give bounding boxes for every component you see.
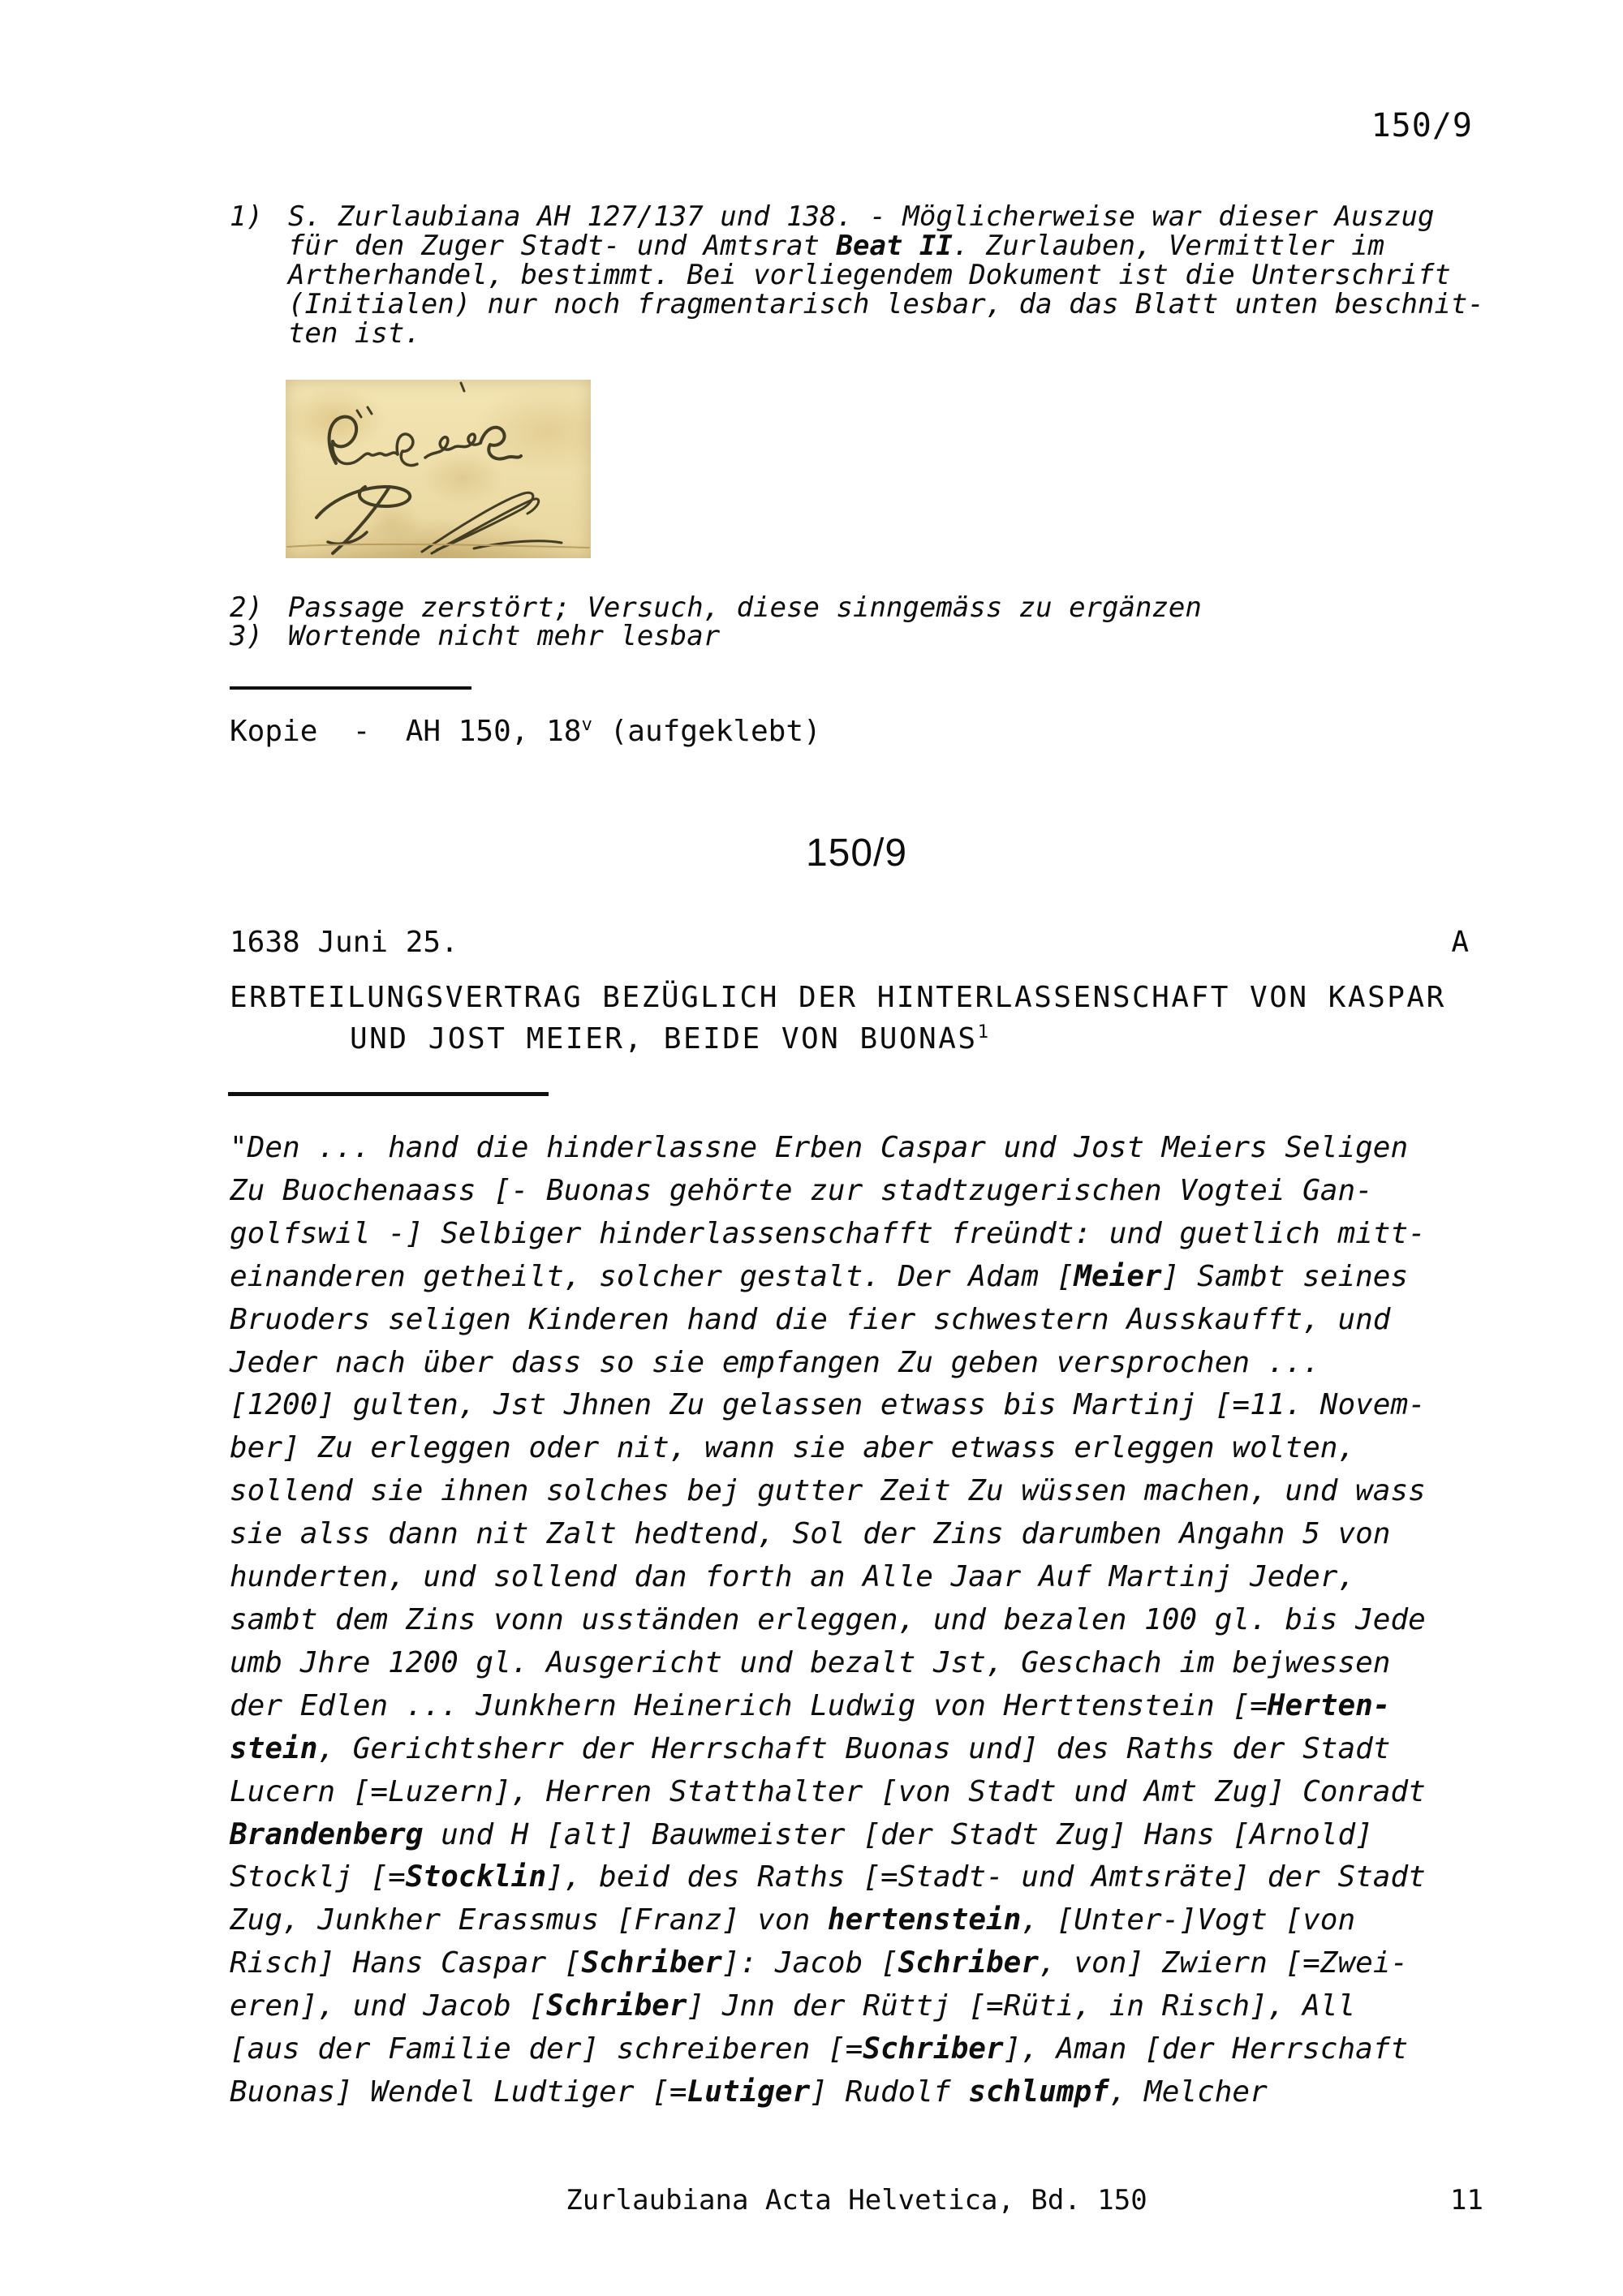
page-footer: [230, 2184, 1483, 2216]
text-line: [230, 1470, 1528, 1513]
text: golfswil -] Selbiger hinderlassenschafft freündt: und guetlich mitt-: [230, 1216, 1426, 1250]
signature-flourish: [316, 487, 410, 518]
text-line: [230, 1170, 1528, 1213]
text: ] Rudolf: [810, 2075, 969, 2109]
text: Artherhandel, bestimmt. Bei vorliegendem Dokument ist die Unterschrift: [288, 259, 1451, 291]
bold-text: stein: [230, 1731, 318, 1765]
signature-stroke: [397, 434, 417, 466]
text-line: [230, 1599, 1528, 1642]
text-line: [288, 260, 1544, 290]
text: sollend sie ihnen solches bej gutter Zeit Zu wüssen machen, und wass: [230, 1474, 1426, 1508]
text: ERBTEILUNGSVERTRAG BEZÜGLICH DER HINTERLASSENSCHAFT VON KASPAR: [230, 981, 1446, 1014]
footer-page-number: 11: [1450, 2184, 1483, 2216]
bold-text: Schriber: [898, 1946, 1040, 1980]
text: ber] Zu erleggen oder nit, wann sie aber etwass erleggen wolten,: [230, 1431, 1356, 1465]
text: und H [alt] Bauwmeister [der Stadt Zug] Hans [Arnold]: [423, 1817, 1373, 1851]
text: , von] Zwiern [=Zwei-: [1039, 1946, 1409, 1980]
text: ], beid des Raths [=Stadt- und Amtsräte] der Stadt: [546, 1860, 1426, 1894]
entry-title-line-2: [230, 1015, 1544, 1056]
signature-ink-drawing: [286, 380, 591, 558]
text: , Melcher: [1109, 2075, 1268, 2109]
text-line: [230, 1299, 1528, 1342]
footnote-3-row: [230, 622, 1544, 651]
divider-rule-footnotes: [230, 686, 471, 690]
text-line: [288, 290, 1544, 319]
text: (Initialen) nur noch fragmentarisch lesbar, da das Blatt unten beschnit-: [288, 288, 1484, 320]
entry-date: 1638 Juni 25.: [230, 926, 458, 959]
footnote-1-marker: 1): [230, 200, 263, 233]
signature-umlaut-dots: [357, 407, 372, 417]
text: , [Unter-]Vogt [von: [1021, 1903, 1356, 1937]
text-line: [230, 1642, 1528, 1685]
text-line: [230, 2071, 1528, 2114]
bold-text: Schriber: [863, 2032, 1004, 2066]
footer-series-title: Zurlaubiana Acta Helvetica, Bd. 150: [566, 2184, 1147, 2216]
text-line: [288, 231, 1544, 260]
bold-text: Meier: [1074, 1259, 1162, 1293]
text: sambt dem Zins vonn usständen erleggen, und bezalen 100 gl. bis Jede: [230, 1602, 1426, 1636]
text-line: [230, 1513, 1528, 1556]
text: Risch] Hans Caspar [: [230, 1946, 582, 1980]
text: Zu Buochenaass [- Buonas gehörte zur stadtzugerischen Vogtei Gan-: [230, 1173, 1373, 1207]
text: . Zurlauben, Vermittler im: [952, 230, 1385, 262]
text: "Den ... hand die hinderlassne Erben Caspar und Jost Meiers Seligen: [230, 1131, 1409, 1164]
text: , Gerichtsherr der Herrschaft Buonas und] des Raths der Stadt: [317, 1731, 1391, 1765]
text: eren], und Jacob [: [230, 1989, 547, 2023]
bold-text: Schriber: [581, 1946, 722, 1980]
signature-stroke: [480, 428, 521, 459]
document-transcription-text: [230, 1127, 1528, 2114]
text: hunderten, und sollend dan forth an Alle Jaar Auf Martinj Jeder,: [230, 1560, 1356, 1594]
text: Buonas] Wendel Ludtiger [=: [230, 2075, 687, 2109]
text: 1: [977, 1021, 991, 1043]
bold-text: Beat II: [836, 230, 953, 262]
text: Passage zerstört; Versuch, diese sinngemäss zu ergänzen: [288, 591, 1202, 624]
text-line: [230, 1728, 1528, 1771]
text-line: [230, 1685, 1528, 1728]
signature-stroke: [333, 441, 398, 464]
text: [aus der Familie der] schreiberen [=: [230, 2032, 863, 2066]
text: ] Jnn der Rüttj [=Rüti, in Risch], All: [687, 1989, 1356, 2023]
footnote-3-marker: 3): [230, 620, 263, 652]
text-line: [230, 1942, 1528, 1985]
entry-letter: A: [1451, 926, 1469, 959]
text: Wortende nicht mehr lesbar: [288, 620, 721, 652]
text: [1200] gulten, Jst Jhnen Zu gelassen etwass bis Martinj [=11. Novem-: [230, 1388, 1426, 1422]
text-line: [230, 1899, 1528, 1942]
text: ], Aman [der Herrschaft: [1003, 2032, 1409, 2066]
text: Zug, Junkher Erassmus [Franz] von: [230, 1903, 828, 1937]
text-line: [230, 1384, 1528, 1427]
bold-text: Stocklin: [405, 1860, 547, 1894]
footnote-1: [230, 202, 1544, 348]
text: für den Zuger Stadt- und Amtsrat: [288, 230, 837, 262]
text-line: [288, 591, 1544, 624]
bold-text: schlumpf: [968, 2075, 1109, 2109]
footnotes-2-3: [230, 591, 1544, 652]
page-header-number: 150/9: [1371, 107, 1473, 144]
footnote-3-text: [288, 622, 1544, 651]
entry-title-line-1: [230, 981, 1544, 1015]
footnote-2-text: [288, 591, 1544, 624]
text-line: [288, 622, 1544, 651]
text: Kopie - AH 150, 18: [230, 715, 582, 748]
text: Lucern [=Luzern], Herren Statthalter [von Stadt und Amt Zug] Conradt: [230, 1774, 1426, 1808]
text-line: [230, 1556, 1528, 1599]
paper-crease: [287, 544, 589, 548]
text-line: [288, 202, 1544, 231]
text: S. Zurlaubiana AH 127/137 und 138. - Möglicherweise war dieser Auszug: [288, 200, 1435, 233]
text: ] Sambt seines: [1161, 1259, 1409, 1293]
footnote-2-marker: 2): [230, 591, 263, 624]
text: Bruoders seligen Kinderen hand die fier schwestern Ausskaufft, und: [230, 1302, 1391, 1336]
bold-text: Schriber: [546, 1989, 687, 2023]
text-line: [230, 2028, 1528, 2071]
signature-speck: [461, 383, 464, 391]
text: ten ist.: [288, 317, 421, 350]
bold-text: Brandenberg: [230, 1817, 424, 1851]
text: Jeder nach über dass so sie empfangen Zu geben versprochen ...: [230, 1345, 1320, 1379]
footnote-2-row: [230, 591, 1544, 624]
section-heading: 150/9: [805, 832, 908, 875]
text-line: [230, 1342, 1528, 1385]
text-line: [288, 319, 1544, 348]
text: sie alss dann nit Zalt hedtend, Sol der Zins darumben Angahn 5 von: [230, 1517, 1391, 1551]
signature-stroke: [329, 417, 357, 463]
text: Stocklj [=: [230, 1860, 406, 1894]
text-line: [230, 1427, 1528, 1470]
source-line: [230, 710, 821, 746]
text: (aufgeklebt): [592, 715, 821, 748]
text: v: [581, 714, 592, 735]
entry-title: [230, 981, 1544, 1056]
text-line: [230, 1814, 1528, 1857]
text-line: [230, 1213, 1528, 1256]
signature-stroke: [425, 434, 480, 458]
text: der Edlen ... Junkhern Heinerich Ludwig von Herttenstein [=: [230, 1688, 1268, 1722]
text: UND JOST MEIER, BEIDE VON BUONAS: [350, 1022, 978, 1056]
date-row: [230, 925, 1469, 961]
text-line: [230, 1256, 1528, 1299]
text-line: [230, 1771, 1528, 1814]
bold-text: Lutiger: [687, 2075, 811, 2109]
bold-text: hertenstein: [827, 1903, 1022, 1937]
divider-rule-title: [228, 1092, 549, 1096]
text-line: [230, 1127, 1528, 1170]
footnote-1-text: [288, 202, 1544, 348]
text-line: [230, 1985, 1528, 2028]
text-line: [230, 1856, 1528, 1899]
text: ]: Jacob [: [721, 1946, 898, 1980]
signature-image: [286, 380, 591, 558]
text: umb Jhre 1200 gl. Ausgericht und bezalt Jst, Geschach im bejwessen: [230, 1645, 1391, 1679]
text: einanderen getheilt, solcher gestalt. Der Adam [: [230, 1259, 1074, 1293]
footnote-1-row: [230, 202, 1544, 348]
bold-text: Herten-: [1267, 1688, 1391, 1722]
